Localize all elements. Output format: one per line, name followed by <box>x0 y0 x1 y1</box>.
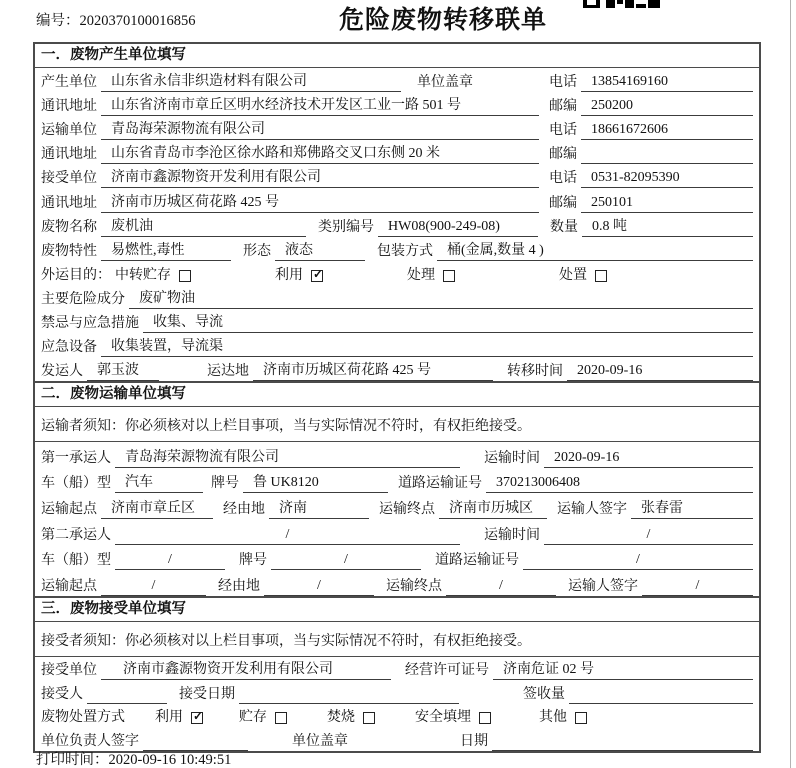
qr-block <box>617 0 623 4</box>
checkbox-dispose <box>595 270 607 282</box>
second-carrier-value: / <box>115 527 460 545</box>
use-label: 利用 <box>275 267 303 283</box>
waste-name-label: 废物名称 <box>41 219 97 235</box>
receive-date-value <box>239 702 459 704</box>
plate-label: 牌号 <box>239 553 267 569</box>
qr-block <box>606 0 615 8</box>
sign2-value: / <box>642 578 753 596</box>
row-producer <box>35 68 759 92</box>
plate1-value: 鲁 UK8120 <box>243 471 388 493</box>
dest-label: 运达地 <box>207 364 249 380</box>
road-permit-label: 道路运输证号 <box>398 476 482 492</box>
receive-unit-value: 济南市鑫源物资开发利用有限公司 <box>101 658 391 680</box>
address-label: 通讯地址 <box>41 99 97 115</box>
form-table <box>33 42 761 753</box>
vehicle2-value: / <box>115 552 225 570</box>
vehicle-type-label: 车（船）型 <box>41 553 111 569</box>
landfill-label: 安全填埋 <box>415 710 471 726</box>
trans-time1-value: 2020-09-16 <box>544 450 753 468</box>
phone-label: 电话 <box>549 123 577 139</box>
traits-value: 易燃性,毒性 <box>101 239 231 261</box>
date-label: 日期 <box>460 733 488 749</box>
checkbox-treat <box>443 270 455 282</box>
trans-time-label: 运输时间 <box>484 527 540 543</box>
license-label: 经营许可证号 <box>405 663 489 679</box>
print-time-line <box>36 748 231 768</box>
dispose-label: 处置 <box>559 267 587 283</box>
taboo-label: 禁忌与应急措施 <box>41 316 139 332</box>
origin1-value: 济南市章丘区 <box>101 497 213 519</box>
qr-block <box>583 0 600 8</box>
section-producer <box>35 44 759 381</box>
terminus1-value: 济南市历城区 <box>439 497 547 519</box>
dest-value: 济南市历城区荷花路 425 号 <box>253 359 493 381</box>
form-state-value: 液态 <box>275 239 365 261</box>
terminus-label: 运输终点 <box>379 502 435 517</box>
treat-label: 处理 <box>407 267 435 283</box>
checkbox-disposal-burn <box>363 712 375 724</box>
road-permit-label: 道路运输证号 <box>435 553 519 569</box>
hazard-value: 废矿物油 <box>129 287 753 309</box>
equipment-label: 应急设备 <box>41 340 97 356</box>
row-taboo <box>35 309 759 333</box>
packing-label: 包装方式 <box>377 243 433 259</box>
via2-value: / <box>264 578 374 596</box>
check-mark: ✓ <box>193 709 204 724</box>
receiver-value: 济南市鑫源物资开发利用有限公司 <box>101 166 539 188</box>
row-waste-name <box>35 213 759 237</box>
row-vehicle-2 <box>35 545 759 571</box>
receipt-qty-value <box>569 702 753 704</box>
shipper-value: 郭玉波 <box>87 359 159 381</box>
vehicle1-value: 汽车 <box>115 471 203 493</box>
chief-sign-label: 单位负责人签字 <box>41 733 139 749</box>
first-carrier-label: 第一承运人 <box>41 450 111 466</box>
print-time-label: 打印时间： <box>36 752 109 768</box>
row-producer-address <box>35 92 759 116</box>
row-waste-traits <box>35 237 759 261</box>
address-label: 通讯地址 <box>41 147 97 163</box>
producer-label: 产生单位 <box>41 75 97 91</box>
producer-phone-value: 13854169160 <box>581 74 753 92</box>
trans-sign-label: 运输人签字 <box>557 502 627 517</box>
trans-sign-label: 运输人签字 <box>568 578 638 594</box>
checkbox-use <box>311 266 324 282</box>
row-purpose <box>35 261 759 285</box>
zip-label: 邮编 <box>549 99 577 115</box>
vehicle-type-label: 车（船）型 <box>41 476 111 492</box>
row-transporter-address <box>35 140 759 164</box>
transporter-phone-value: 18661672606 <box>581 122 753 140</box>
row-shipper <box>35 357 759 381</box>
unit-seal-label: 单位盖章 <box>292 733 348 749</box>
form-state-label: 形态 <box>243 243 271 259</box>
address-label: 通讯地址 <box>41 195 97 211</box>
license-value: 济南危证 02 号 <box>493 658 753 680</box>
receiver-address-value: 济南市历城区荷花路 425 号 <box>101 191 539 213</box>
row-disposal-method <box>35 704 759 728</box>
row-receive-unit <box>35 657 759 681</box>
equipment-value: 收集装置，导流渠 <box>101 335 753 357</box>
category-value: HW08(900-249-08) <box>378 219 538 237</box>
phone-label: 电话 <box>549 75 577 91</box>
check-mark: ✓ <box>313 266 324 281</box>
receiver-notice: 接受者须知：你必须核对以上栏目事项，当与实际情况不符时，有权拒绝接受。 <box>35 622 759 657</box>
trans-time-label: 运输时间 <box>484 450 540 466</box>
via-label: 经由地 <box>223 502 265 517</box>
permit2-value: / <box>523 552 753 570</box>
transporter-address-value: 山东省青岛市李沧区徐水路和郑佛路交叉口东侧 20 米 <box>101 142 539 164</box>
transfer-time-label: 转移时间 <box>507 364 563 380</box>
via1-value: 济南 <box>269 497 369 519</box>
section2-title: 二．废物运输单位填写 <box>35 383 759 407</box>
origin-label: 运输起点 <box>41 502 97 517</box>
page-title: 危险废物转移联单 <box>338 7 547 34</box>
qr-block <box>625 0 634 8</box>
checkbox-disposal-use <box>191 709 204 724</box>
producer-zip-value: 250200 <box>581 98 753 116</box>
checkbox-transit-store <box>179 270 191 282</box>
sign1-value: 张春雷 <box>631 497 753 519</box>
print-time-value: 2020-09-16 10:49:51 <box>108 752 232 768</box>
second-carrier-label: 第二承运人 <box>41 527 111 543</box>
serial-number: 2020370100016856 <box>79 13 196 29</box>
date-value <box>492 749 753 751</box>
row-receiver-address <box>35 188 759 212</box>
taboo-value: 收集、导流 <box>143 311 753 333</box>
quantity-label: 数量 <box>550 219 578 235</box>
traits-label: 废物特性 <box>41 243 97 259</box>
row-vehicle-1 <box>35 468 759 494</box>
row-first-carrier <box>35 442 759 468</box>
origin2-value: / <box>101 578 206 596</box>
via-label: 经由地 <box>218 578 260 594</box>
transit-store-label: 中转贮存 <box>115 267 171 283</box>
serial-label: 编号： <box>36 13 80 29</box>
qr-block <box>648 0 660 8</box>
section-receiver <box>35 596 759 751</box>
qr-block <box>636 4 646 8</box>
row-hazard <box>35 285 759 309</box>
terminus-label: 运输终点 <box>386 578 442 594</box>
transporter-value: 青岛海荣源物流有限公司 <box>101 118 539 140</box>
plate2-value: / <box>271 552 421 570</box>
store-label: 贮存 <box>239 710 267 726</box>
transport-unit-label: 运输单位 <box>41 123 97 139</box>
section1-title: 一．废物产生单位填写 <box>35 44 759 68</box>
transporter-notice: 运输者须知：你必须核对以上栏目事项，当与实际情况不符时，有权拒绝接受。 <box>35 407 759 442</box>
section-transporter <box>35 381 759 596</box>
transporter-zip-value <box>581 162 753 164</box>
row-receiver-person <box>35 680 759 704</box>
unit-seal-label: 单位盖章 <box>417 75 473 91</box>
row-route-1 <box>35 493 759 519</box>
row-second-carrier <box>35 519 759 545</box>
zip-label: 邮编 <box>549 147 577 163</box>
purpose-label: 外运目的： <box>41 267 111 283</box>
receiver-person-label: 接受人 <box>41 686 83 702</box>
disposal-method-label: 废物处置方式 <box>41 710 125 726</box>
receipt-qty-label: 签收量 <box>523 686 565 702</box>
terminus2-value: / <box>446 578 556 596</box>
quantity-value: 0.8 吨 <box>582 215 753 237</box>
row-equipment <box>35 333 759 357</box>
hazard-label: 主要危险成分 <box>41 291 125 307</box>
category-label: 类别编号 <box>318 219 374 235</box>
producer-value: 山东省永信非织造材料有限公司 <box>101 70 401 92</box>
origin-label: 运输起点 <box>41 578 97 594</box>
row-transporter <box>35 116 759 140</box>
trans-time2-value: / <box>544 527 753 545</box>
waste-name-value: 废机油 <box>101 215 306 237</box>
receiver-zip-value: 250101 <box>581 195 753 213</box>
page-edge-line <box>790 0 791 768</box>
checkbox-disposal-store <box>275 712 287 724</box>
permit1-value: 370213006408 <box>486 475 753 493</box>
row-receiver <box>35 164 759 188</box>
row-route-2 <box>35 570 759 596</box>
receive-unit-label: 接受单位 <box>41 171 97 187</box>
other-label: 其他 <box>539 710 567 726</box>
phone-label: 电话 <box>549 171 577 187</box>
shipper-label: 发运人 <box>41 364 83 380</box>
receive-date-label: 接受日期 <box>179 686 235 702</box>
receiver-person-value <box>87 702 167 704</box>
burn-label: 焚烧 <box>327 710 355 726</box>
use-label: 利用 <box>155 710 183 726</box>
section3-title: 三．废物接受单位填写 <box>35 598 759 622</box>
first-carrier-value: 青岛海荣源物流有限公司 <box>115 446 460 468</box>
producer-address-value: 山东省济南市章丘区明水经济技术开发区工业一路 501 号 <box>101 94 539 116</box>
checkbox-disposal-landfill <box>479 712 491 724</box>
checkbox-disposal-other <box>575 712 587 724</box>
receive-unit-label: 接受单位 <box>41 663 97 679</box>
transfer-time-value: 2020-09-16 <box>567 363 753 381</box>
receiver-phone-value: 0531-82095390 <box>581 170 753 188</box>
packing-value: 桶(金属,数量 4 ) <box>437 239 753 261</box>
plate-label: 牌号 <box>211 476 239 492</box>
zip-label: 邮编 <box>549 195 577 211</box>
